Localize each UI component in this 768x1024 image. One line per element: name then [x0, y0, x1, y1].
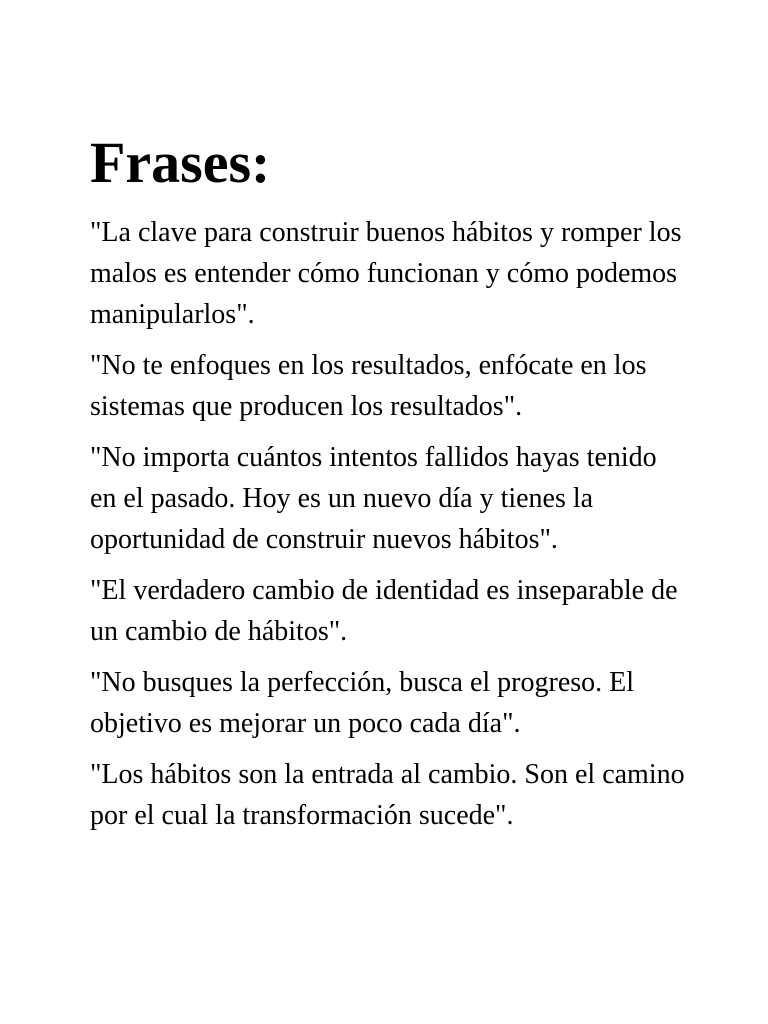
quote-item: "La clave para construir buenos hábitos y romper los malos es entender cómo funcionan y cómo podemos manipularlos".: [90, 217, 682, 330]
quote-item: "Los hábitos son la entrada al cambio. Son el camino por el cual la transformación sucede".: [90, 759, 685, 831]
quote-item: "No te enfoques en los resultados, enfócate en los sistemas que producen los resultados".: [90, 350, 647, 422]
quote-item: "No busques la perfección, busca el progreso. El objetivo es mejorar un poco cada día".: [90, 667, 635, 739]
document-page: [90, 128, 690, 846]
page-title: Frases:: [90, 130, 271, 195]
quote-item: "El verdadero cambio de identidad es inseparable de un cambio de hábitos".: [90, 575, 678, 647]
quote-item: "No importa cuántos intentos fallidos hayas tenido en el pasado. Hoy es un nuevo día y tienes la oportunidad de construir nuevos hábitos".: [90, 442, 657, 555]
quote-list: [90, 212, 690, 836]
